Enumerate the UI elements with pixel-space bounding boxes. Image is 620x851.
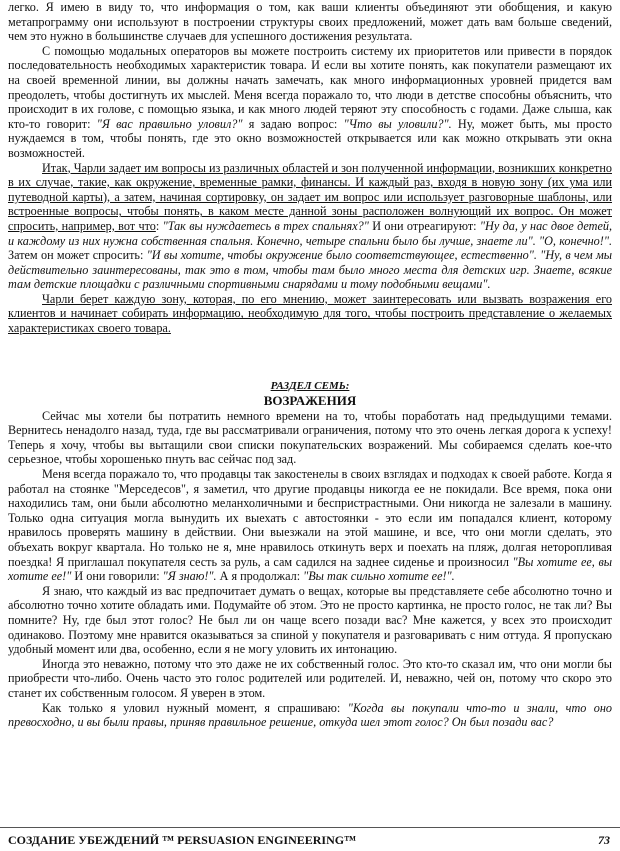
paragraph-3-quote-2: "Ну да, у нас двое детей, и каждому из них нужна собственная спальня. Конечно, четыре спальни было бы лучше, знаете ли". "О, конечно!". bbox=[8, 218, 613, 248]
paragraph-2-quote-1: "Я вас правильно уловил?" bbox=[96, 116, 243, 131]
paragraph-4: Чарли берет каждую зону, которая, по его мнению, может заинтересовать или вызвать возражения его клиентов и начинает собирать информацию, необходимую для того, чтобы построить представление о желаемых характеристиках своего товара. bbox=[8, 291, 612, 336]
footer-divider bbox=[0, 827, 620, 828]
paragraph-6 bbox=[8, 467, 612, 584]
paragraph-1: легко. Я имею в виду то, что информация о том, как ваши клиенты объединяют эти обобщения, и какую метапрограмму они используют в построении структуры своих предложений, может дать вам больше сведений, чем это нужно в большинстве случаев для успешного достижения результата. bbox=[8, 0, 612, 44]
section-label: РАЗДЕЛ СЕМЬ: bbox=[270, 379, 350, 392]
paragraph-3-underlined: Итак, Чарли задает им вопросы из различных областей и зон полученной информации, возникших конкретно в их случае, такие, как окружение, временные рамки, финансы. И каждый раз, входя в новую зону (их ума или путеводной карты), а затем, начиная сортировку, он задает им вопрос или использует разговорные шаблоны, или встроенные вопросы, чтобы понять, в каком месте данной зоны расположен волнующий их вопрос. Он может спросить, например, вот что bbox=[8, 160, 612, 233]
paragraph-2-text-a: С помощью модальных операторов вы можете построить систему их приоритетов или привести в порядок последовательность необходимых характеристик товара. И если вы хотите понять, как покупатели размещают их на своей временной линии, вы должны начать замечать, как много информационных уровней придется вам преодолеть, чтобы достигнуть их мыслей. Меня всегда поражало то, что люди в детстве способны объяснить, что происходит в их голове, с помощью языка, и как много людей теряют эту способность с годами. Даже слыша, как кто-то говорит: bbox=[8, 43, 612, 131]
paragraph-3-text-b: И они отреагируют: bbox=[368, 218, 480, 233]
paragraph-6-text-a: Меня всегда поражало то, что продавцы так закостенелы в своих взглядах и подходах к своей работе. Когда я работал на стоянке "Мерседесов", я заметил, что другие продавцы никогда ее не покидали. Все время, пока они находились там, они были абсолютно меланхоличными и беспристрастными. Они никогда не залезали в машину. Только одна ситуация могла вынудить их выехать с автостоянки - это если им попадался клиент, которому нравилось проверять машину в действии. Они выезжали на этой машине, и все, что они могли сделать, это объехать вокруг квартала. Но только не я, мне нравилось откинуть верх и поехать на пляж, долгая неторопливая поездка! Я приглашал покупателя сесть за руль, а сам садился на заднее сиденье и произносил bbox=[8, 467, 612, 569]
paragraph-7: Я знаю, что каждый из вас предпочитает думать о вещах, которые вы представляете себе абсолютно точно и абсолютно точно хотите обладать ими. Подумайте об этом. Это не просто картинка, не просто голос, не так ли? Вы помните? Ну, где был этот голос? Не был ли он чаще всего позади вас? Мне кажется, у всех это происходит одинаково. Поэтому мне нравится оказываться за спиной у покупателя и разговаривать с ним оттуда. Я пропускаю удобный момент или два, особенно, если я не могу уловить их интонацию. bbox=[8, 583, 612, 657]
footer-book-title: СОЗДАНИЕ УБЕЖДЕНИЙ ™ PERSUASION ENGINEERING™ bbox=[8, 833, 357, 847]
paragraph-2-quote-2: "Что вы уловили?". bbox=[343, 116, 452, 131]
paragraph-6-text-c: А я продолжал: bbox=[216, 569, 304, 584]
paragraph-2-text-b: я задаю вопрос: bbox=[242, 116, 344, 131]
section-spacer bbox=[8, 336, 612, 380]
page-number: 73 bbox=[598, 833, 610, 847]
page-body bbox=[8, 0, 612, 730]
paragraph-2 bbox=[8, 44, 612, 161]
section-title: ВОЗРАЖЕНИЯ bbox=[263, 392, 357, 408]
paragraph-9-quote: "Когда вы покупали что-то и знали, что оно превосходно, и вы были правы, приняв правильное решение, откуда шел этот голос? Он был позади вас? bbox=[8, 700, 612, 730]
paragraph-3-quote-3: "И вы хотите, чтобы окружение было соответствующее, естественно". "Ну, в чем мы действительно заинтересованы, так это в том, чтобы там было много места для детских игр. Знаете, всякие там детские площадки с различными спортивными снарядами и тому подобными вещами". bbox=[8, 248, 612, 292]
paragraph-9 bbox=[8, 701, 612, 730]
paragraph-8: Иногда это неважно, потому что это даже не их собственный голос. Это кто-то сказал им, что они могли бы приобрести что-либо. Очень часто это голос родителей или родителей. И, неважно, чей он, потому что скоро это станет их собственным голосом. Я уверен в этом. bbox=[8, 656, 612, 700]
paragraph-3 bbox=[8, 161, 612, 292]
paragraph-3-colon: : bbox=[155, 218, 163, 233]
paragraph-6-quote-3: "Вы так сильно хотите ее!". bbox=[303, 569, 455, 584]
paragraph-3-quote-1: "Так вы нуждаетесь в трех спальнях?" bbox=[162, 218, 369, 233]
paragraph-9-text-a: Как только я уловил нужный момент, я спрашиваю: bbox=[42, 700, 348, 715]
paragraph-6-quote-1: "Вы хотите ее, вы хотите ее!" bbox=[8, 554, 612, 584]
paragraph-6-quote-2: "Я знаю!". bbox=[162, 569, 217, 584]
paragraph-3-text-c: Затем он может спросить: bbox=[8, 248, 147, 263]
paragraph-5: Сейчас мы хотели бы потратить немного времени на то, чтобы поработать над предыдущими темами. Вернитесь ненадолго назад, туда, где вы рассматривали ограничения, потому что это очень легкая дорога к успеху! Теперь я хочу, чтобы вы вытащили свои списки покупательских возражений. Мы собираемся сделать кое-что серьезное, чтобы хорошенько пнуть вас сейчас под зад. bbox=[8, 408, 612, 467]
paragraph-6-text-b: И они говорили: bbox=[71, 569, 163, 584]
paragraph-2-text-c: Ну, может быть, мы просто нуждаемся в том, чтобы понять, где это окно возможностей открывается или как можно открывать эти окна возможностей. bbox=[8, 116, 613, 160]
